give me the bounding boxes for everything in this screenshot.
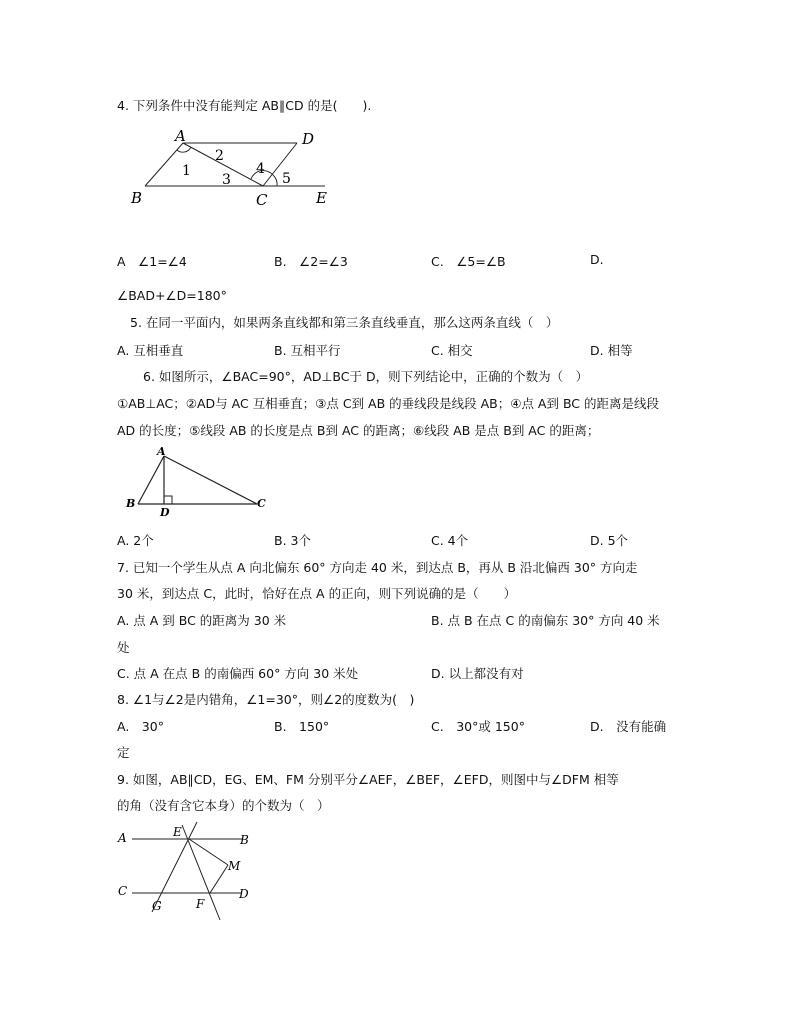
label-E: E xyxy=(316,189,327,207)
q7-option-d: D. 以上都没有对 xyxy=(431,666,524,681)
q9-figure xyxy=(112,820,262,925)
q7-stem: 7. 已知一个学生从点 A 向北偏东 60° 方向走 40 米，到达点 B，再从 B 沿北偏西 30° 方向走 xyxy=(117,560,638,575)
q4-option-b: B. ∠2=∠3 xyxy=(274,254,348,269)
q5-option-a: A. 互相垂直 xyxy=(117,343,184,358)
q8-option-a: A. 30° xyxy=(117,719,164,734)
q5-option-c: C. 相交 xyxy=(431,343,473,358)
q6-option-a: A. 2个 xyxy=(117,533,154,548)
q6-statements-2: AD 的长度；⑤线段 AB 的长度是点 B到 AC 的距离；⑥线段 AB 是点 B到 AC 的距离； xyxy=(117,423,600,438)
q6-stem: 6. 如图所示，∠BAC=90°，AD⊥BC于 D，则下列结论中，正确的个数为（ ） xyxy=(143,369,589,384)
label-A: A xyxy=(118,831,127,845)
angle-2-label: 2 xyxy=(215,148,224,164)
label-G: G xyxy=(152,899,162,913)
q6-option-c: C. 4个 xyxy=(431,533,469,548)
angle-1-label: 1 xyxy=(182,163,191,179)
q9-stem: 9. 如图，AB∥CD，EG、EM、FM 分别平分∠AEF，∠BEF，∠EFD，则图中与∠DFM 相等 xyxy=(117,772,619,787)
q7-option-b-cont: 处 xyxy=(117,640,130,655)
q6-option-b: B. 3个 xyxy=(274,533,311,548)
q4-option-d: D. xyxy=(590,252,604,267)
label-D: D xyxy=(160,506,170,519)
q5-stem: 5. 在同一平面内，如果两条直线都和第三条直线垂直，那么这两条直线（ ） xyxy=(130,315,559,330)
label-B: B xyxy=(126,497,136,510)
angle-3-label: 3 xyxy=(222,172,231,188)
q4-figure xyxy=(125,127,335,209)
label-F: F xyxy=(196,897,205,911)
label-B: B xyxy=(240,833,249,847)
q7-stem-2: 30 米，到达点 C，此时，恰好在点 A 的正向，则下列说确的是（ ） xyxy=(117,586,517,601)
label-D: D xyxy=(239,887,249,901)
q4-stem: 4. 下列条件中没有能判定 AB∥CD 的是( ). xyxy=(117,98,372,113)
q4-option-d-text: ∠BAD+∠D=180° xyxy=(117,288,227,303)
q8-option-d: D. 没有能确 xyxy=(590,719,667,734)
label-B: B xyxy=(131,189,143,207)
label-E: E xyxy=(173,825,182,839)
label-M: M xyxy=(228,859,241,873)
label-A: A xyxy=(157,445,166,458)
label-C: C xyxy=(118,884,128,898)
label-A: A xyxy=(175,127,186,145)
q4-option-c: C. ∠5=∠B xyxy=(431,254,506,269)
q8-option-c: C. 30°或 150° xyxy=(431,719,525,734)
label-C: C xyxy=(257,497,266,510)
q6-statements-1: ①AB⊥AC；②AD与 AC 互相垂直；③点 C到 AB 的垂线段是线段 AB；④点 A到 BC 的距离是线段 xyxy=(117,396,660,411)
q4-option-a: A ∠1=∠4 xyxy=(117,254,187,269)
q9-stem-2: 的角（没有含它本身）的个数为（ ） xyxy=(117,798,330,813)
q5-option-b: B. 互相平行 xyxy=(274,343,341,358)
q6-figure xyxy=(120,444,280,520)
q7-option-b: B. 点 B 在点 C 的南偏东 30° 方向 40 米 xyxy=(431,613,660,628)
q7-option-c: C. 点 A 在点 B 的南偏西 60° 方向 30 米处 xyxy=(117,666,359,681)
q5-option-d: D. 相等 xyxy=(590,343,633,358)
label-D: D xyxy=(302,130,315,148)
label-C: C xyxy=(256,191,268,209)
q7-option-a: A. 点 A 到 BC 的距离为 30 米 xyxy=(117,613,287,628)
angle-4-label: 4 xyxy=(256,161,265,177)
q8-option-b: B. 150° xyxy=(274,719,330,734)
q6-option-d: D. 5个 xyxy=(590,533,629,548)
q8-stem: 8. ∠1与∠2是内错角，∠1=30°，则∠2的度数为( ) xyxy=(117,692,415,707)
q8-option-d-cont: 定 xyxy=(117,745,130,760)
angle-5-label: 5 xyxy=(282,171,291,187)
